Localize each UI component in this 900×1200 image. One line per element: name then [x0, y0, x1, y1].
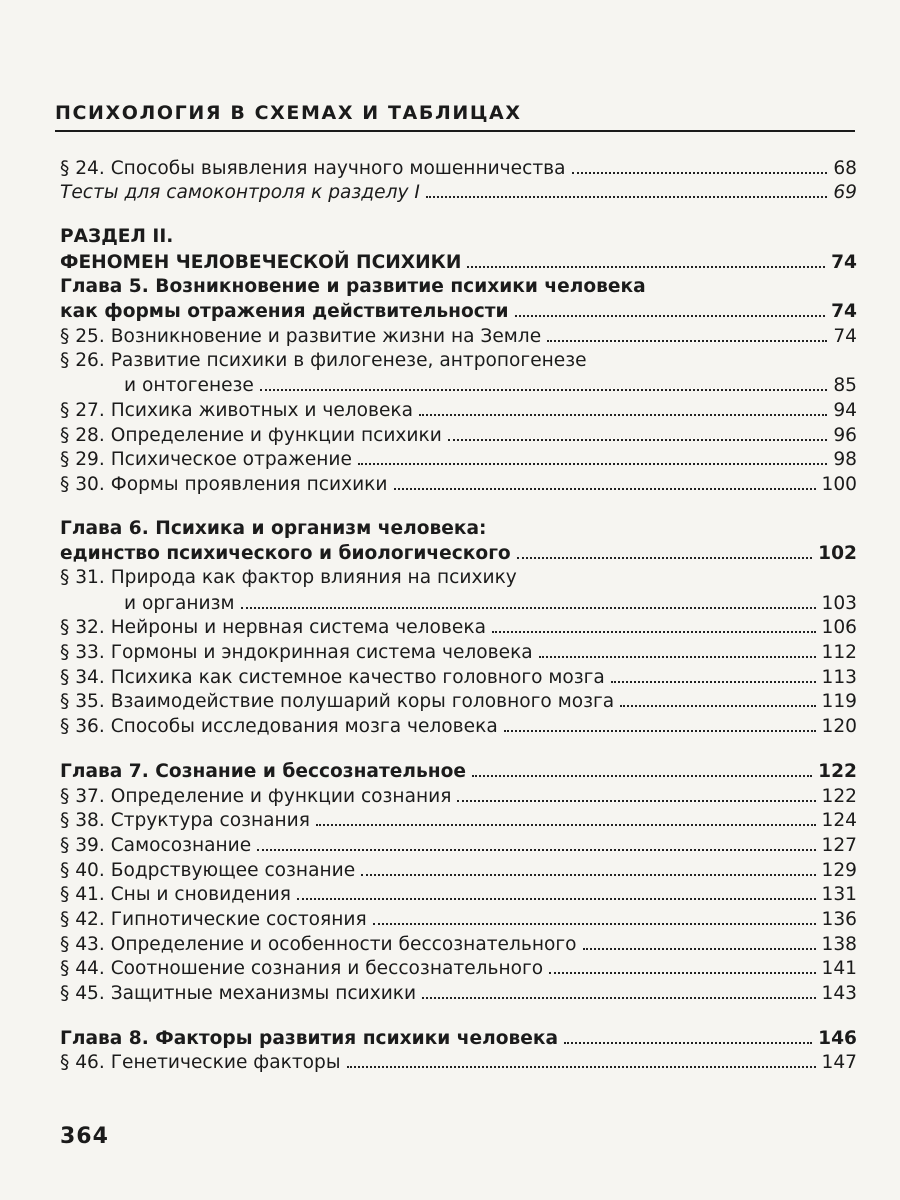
- chapter-7-title[interactable]: [60, 759, 857, 784]
- dot-leader: [448, 439, 828, 441]
- toc-entry-title: § 28. Определение и функции психики: [60, 424, 442, 446]
- toc-entry-title: ФЕНОМЕН ЧЕЛОВЕЧЕСКОЙ ПСИХИКИ: [60, 251, 462, 273]
- toc-entry-29[interactable]: [60, 448, 857, 473]
- dot-leader: [426, 196, 827, 198]
- dot-leader: [422, 997, 815, 999]
- dot-leader: [297, 898, 816, 900]
- dot-leader: [358, 463, 827, 465]
- toc-entry-title: § 46. Генетические факторы: [60, 1052, 341, 1074]
- toc-entry-title: § 44. Соотношение сознания и бессознательного: [60, 958, 544, 980]
- dot-leader: [241, 607, 816, 609]
- toc-entry-33[interactable]: [60, 640, 857, 665]
- toc-entry-36[interactable]: [60, 714, 857, 739]
- dot-leader: [260, 389, 827, 391]
- dot-leader: [504, 730, 816, 732]
- toc-entry-40[interactable]: [60, 858, 857, 883]
- toc-entry-title: § 40. Бодрствующее сознание: [60, 859, 356, 881]
- toc-entry-28[interactable]: [60, 423, 857, 448]
- toc-entry-title: § 27. Психика животных и человека: [60, 399, 414, 421]
- dot-leader: [472, 775, 812, 777]
- spacer: [60, 739, 857, 759]
- toc-entry-title: как формы отражения действительности: [60, 301, 509, 323]
- toc-entry-42[interactable]: [60, 907, 857, 932]
- toc-entry-34[interactable]: [60, 665, 857, 690]
- spacer: [60, 205, 857, 225]
- section-2-title[interactable]: [60, 250, 857, 275]
- toc-entry-page: 124: [821, 810, 857, 832]
- toc-entry-46[interactable]: [60, 1051, 857, 1076]
- dot-leader: [457, 800, 815, 802]
- toc-entry-page: 136: [821, 908, 857, 930]
- chapter-6-heading[interactable]: Глава 6. Психика и организм человека:: [60, 517, 487, 539]
- toc-entry-title: § 36. Способы исследования мозга человека: [60, 716, 498, 738]
- toc-entry-39[interactable]: [60, 833, 857, 858]
- dot-leader: [620, 705, 815, 707]
- toc-entry-page: 113: [821, 666, 857, 688]
- dot-leader: [347, 1066, 816, 1068]
- toc-entry-page: 143: [821, 983, 857, 1004]
- toc-entry-page: 119: [821, 691, 857, 713]
- toc-entry-page: 147: [821, 1052, 857, 1074]
- page-number: 364: [60, 1124, 109, 1149]
- dot-leader: [257, 849, 815, 851]
- table-of-contents: [60, 156, 857, 1075]
- toc-entry-title: § 45. Защитные механизмы психики: [60, 983, 417, 1004]
- dot-leader: [394, 488, 816, 490]
- toc-entry-44[interactable]: [60, 957, 857, 982]
- toc-entry-43[interactable]: [60, 932, 857, 957]
- toc-entry-title: Тесты для самоконтроля к разделу I: [60, 182, 420, 204]
- toc-entry-page: 69: [833, 182, 857, 204]
- dot-leader: [467, 266, 825, 268]
- toc-entry-page: 74: [831, 301, 857, 323]
- toc-entry-title: § 39. Самосознание: [60, 834, 252, 856]
- dot-leader: [515, 315, 826, 317]
- toc-entry-page: 120: [821, 716, 857, 738]
- dot-leader: [316, 824, 816, 826]
- toc-entry-title: § 43. Определение и особенности бессознательного: [60, 933, 577, 955]
- toc-entry-page: 122: [818, 760, 857, 782]
- toc-entry-page: 106: [821, 617, 857, 639]
- toc-entry-page: 74: [833, 325, 857, 347]
- toc-entry-page: 129: [821, 859, 857, 881]
- chapter-5-heading[interactable]: Глава 5. Возникновение и развитие психики человека: [60, 275, 646, 297]
- toc-entry-page: 141: [821, 958, 857, 980]
- toc-entry-title: § 38. Структура сознания: [60, 810, 310, 832]
- section-2-heading[interactable]: РАЗДЕЛ II.: [60, 226, 174, 248]
- dot-leader: [492, 631, 816, 633]
- chapter-6-title[interactable]: [60, 542, 857, 567]
- toc-entry-25[interactable]: [60, 324, 857, 349]
- toc-entry-41[interactable]: [60, 883, 857, 908]
- toc-entry-page: 122: [821, 785, 857, 807]
- toc-entry-45[interactable]: [60, 981, 857, 1006]
- toc-entry-page: 103: [821, 592, 857, 614]
- chapter-5-title[interactable]: [60, 299, 857, 324]
- toc-entry-35[interactable]: [60, 690, 857, 715]
- toc-entry-page: 112: [821, 642, 857, 664]
- toc-entry-title: § 37. Определение и функции сознания: [60, 785, 452, 807]
- toc-entry-title: и онтогенезе: [124, 375, 254, 397]
- toc-entry-title: § 34. Психика как системное качество головного мозга: [60, 666, 605, 688]
- toc-entry-page: 102: [818, 543, 857, 565]
- toc-entry-title: § 30. Формы проявления психики: [60, 473, 388, 495]
- toc-entry-title: § 29. Психическое отражение: [60, 449, 352, 471]
- dot-leader: [373, 923, 816, 925]
- toc-entry-title: и организм: [124, 592, 235, 614]
- dot-leader: [547, 340, 827, 342]
- dot-leader: [549, 972, 815, 974]
- toc-entry-24[interactable]: [60, 156, 857, 181]
- toc-entry-title: § 35. Взаимодействие полушарий коры головного мозга: [60, 691, 615, 713]
- spacer: [60, 1006, 857, 1026]
- toc-entry-27[interactable]: [60, 398, 857, 423]
- header-rule: [55, 130, 855, 132]
- toc-entry-title: Глава 7. Сознание и бессознательное: [60, 760, 466, 782]
- toc-entry-page: 68: [833, 157, 857, 179]
- toc-entry-page: 100: [821, 473, 857, 495]
- toc-entry-38[interactable]: [60, 809, 857, 834]
- toc-entry-37[interactable]: [60, 784, 857, 809]
- dot-leader: [564, 1042, 812, 1044]
- dot-leader: [517, 557, 812, 559]
- toc-entry-title: § 24. Способы выявления научного мошенничества: [60, 157, 566, 179]
- chapter-8-title[interactable]: [60, 1026, 857, 1051]
- toc-entry-page: 131: [821, 884, 857, 906]
- toc-entry-31-line1[interactable]: § 31. Природа как фактор влияния на психику: [60, 567, 517, 589]
- toc-entry-page: 96: [833, 424, 857, 446]
- toc-entry-title: § 25. Возникновение и развитие жизни на Земле: [60, 325, 542, 347]
- toc-entry-32[interactable]: [60, 616, 857, 641]
- dot-leader: [572, 172, 828, 174]
- toc-entry-tests-1[interactable]: [60, 181, 857, 206]
- toc-entry-26[interactable]: [60, 374, 857, 399]
- toc-entry-page: 138: [821, 933, 857, 955]
- toc-entry-title: § 41. Сны и сновидения: [60, 884, 291, 906]
- toc-entry-page: 98: [833, 449, 857, 471]
- dot-leader: [583, 948, 816, 950]
- toc-entry-26-line1[interactable]: § 26. Развитие психики в филогенезе, антропогенезе: [60, 349, 587, 371]
- toc-entry-title: § 42. Гипнотические состояния: [60, 908, 367, 930]
- toc-entry-page: 74: [831, 251, 857, 273]
- toc-entry-page: 94: [833, 399, 857, 421]
- dot-leader: [539, 656, 816, 658]
- dot-leader: [611, 681, 816, 683]
- toc-entry-title: § 33. Гормоны и эндокринная система человека: [60, 642, 533, 664]
- toc-entry-title: единство психического и биологического: [60, 543, 511, 565]
- dot-leader: [361, 874, 815, 876]
- spacer: [60, 497, 857, 517]
- toc-entry-title: Глава 8. Факторы развития психики человека: [60, 1027, 559, 1049]
- toc-entry-31[interactable]: [60, 591, 857, 616]
- running-header: ПСИХОЛОГИЯ В СХЕМАХ И ТАБЛИЦАХ: [55, 102, 522, 124]
- toc-entry-title: § 32. Нейроны и нервная система человека: [60, 617, 486, 639]
- toc-entry-page: 146: [818, 1027, 857, 1049]
- toc-entry-page: 127: [821, 834, 857, 856]
- dot-leader: [419, 414, 827, 416]
- toc-entry-page: 85: [833, 375, 857, 397]
- toc-entry-30[interactable]: [60, 472, 857, 497]
